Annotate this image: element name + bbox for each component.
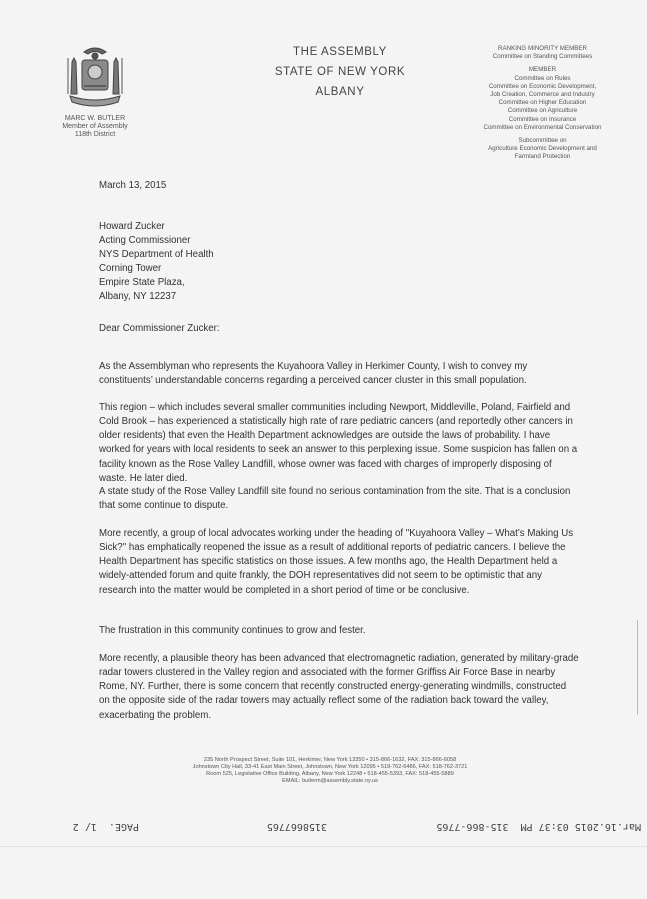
member-title: Member of Assembly xyxy=(62,123,128,130)
footer-line: 235 North Prospect Street, Suite 101, Herkimer, New York 13350 • 315-866-1632, FAX: 315-866-6058 xyxy=(203,757,457,763)
address-line: Empire State Plaza, xyxy=(99,277,185,289)
body-paragraph: The frustration in this community continues to grow and fester. xyxy=(99,624,366,636)
committee-item: Committee on Rules xyxy=(514,74,571,82)
committee-list xyxy=(450,45,635,162)
subcommittee-line: Agriculture Economic Development and xyxy=(488,145,597,153)
ranking-committee: Committee on Standing Committees xyxy=(492,53,593,61)
committee-item: Committee on Environmental Conservation xyxy=(483,123,602,131)
fax-from-number: 3158667765 xyxy=(266,821,327,832)
body-paragraph: This region – which includes several smaller communities including Newport, Middleville, Poland, Fairfield and Cold Brook – has experienced a statistically high rate of rare pediatric cancers (and reportedly other cancers in older residents) that even the Health Department acknowledges are outside the laws of probability. I have worked for years with local residents to seek an answer to this perplexing issue. Some suspicion has fallen on a facility known as the Rose Valley Landfill, whose owner was faced with charges of improperly disposing of waste. He later died. xyxy=(99,401,578,484)
committee-item: Committee on Economic Development, xyxy=(488,82,597,90)
footer-line: Room 525, Legislative Office Building, Albany, New York 12248 • 518-455-5393, FAX: 518-455-5889 xyxy=(206,771,454,777)
fax-page-count: PAGE. 1/ 2 xyxy=(72,821,139,832)
body-paragraph: A state study of the Rose Valley Landfill site found no serious contamination from the site. That is a conclusion that some continue to dispute. xyxy=(99,485,571,511)
address-line: Acting Commissioner xyxy=(99,235,191,247)
ranking-title: RANKING MINORITY MEMBER xyxy=(498,45,587,52)
heading-line: ALBANY xyxy=(315,86,365,98)
address-line: Howard Zucker xyxy=(99,221,165,232)
footer-line: EMAIL: butlerm@assembly.state.ny.us xyxy=(282,778,378,784)
heading-line: STATE OF NEW YORK xyxy=(274,66,406,78)
fax-header-upside-down xyxy=(0,812,647,838)
recipient-address xyxy=(99,220,214,305)
fax-datetime: Mar.16.2015 03:37 PM 315-866-7765 xyxy=(436,821,641,832)
address-line: Corning Tower xyxy=(99,263,162,275)
salutation: Dear Commissioner Zucker: xyxy=(99,323,220,334)
body-paragraph: More recently, a group of local advocates working under the heading of "Kuyahoora Valley – What’s Making Us Sick?" has emphatically reopened the issue as a result of additional reports of pediatric cancers. I believe the Health Department has specific statistics on those issues. A few months ago, the Health Department held a widely-attended forum and quite frankly, the DOH representatives did not seem to be optimistic that any research into the matter would be completed in a short period of time or be conclusive. xyxy=(99,527,574,596)
ny-state-seal-icon xyxy=(62,42,128,112)
committee-item: Committee on Agriculture xyxy=(507,107,578,115)
body-paragraph: As the Assemblyman who represents the Kuyahoora Valley in Herkimer County, I wish to convey my constituents’ understandable concerns regarding a perceived cancer cluster in this small population. xyxy=(99,360,528,386)
member-name: MARC W. BUTLER xyxy=(64,115,126,122)
body-paragraph: More recently, a plausible theory has been advanced that electromagnetic radiation, generated by military-grade radar towers clustered in the Valley region and associated with the former Griffiss Air Force Base in nearby Rome, NY. Further, there is some concern that recently constructed energy-generating windmills, constructed on the opposite side of the radar towers may actually reflect some of the radiation back toward the valley, exacerbating the problem. xyxy=(99,652,579,721)
address-line: NYS Department of Health xyxy=(99,249,214,261)
address-line: Albany, NY 12237 xyxy=(99,291,177,303)
page-edge xyxy=(0,846,647,847)
committee-item: Committee on Insurance xyxy=(508,115,577,123)
assembly-heading xyxy=(240,42,440,102)
committee-item: Job Creation, Commerce and Industry xyxy=(490,91,595,99)
scan-artifact-line xyxy=(637,620,638,715)
letter-date: March 13, 2015 xyxy=(99,180,167,191)
footer-addresses xyxy=(140,757,520,785)
committee-item: Committee on Higher Education xyxy=(498,99,587,107)
subcommittee-title: Subcommittee on xyxy=(518,137,567,145)
footer-line: Johnstown City Hall, 33-41 East Main Street, Johnstown, New York 12095 • 518-762-6486, FAX: 518-762-3721 xyxy=(192,764,468,770)
member-info xyxy=(40,115,150,139)
member-district: 118th District xyxy=(74,131,116,138)
member-title: MEMBER xyxy=(528,66,557,74)
heading-line: THE ASSEMBLY xyxy=(293,46,387,58)
subcommittee-line: Farmland Protection xyxy=(514,153,571,161)
